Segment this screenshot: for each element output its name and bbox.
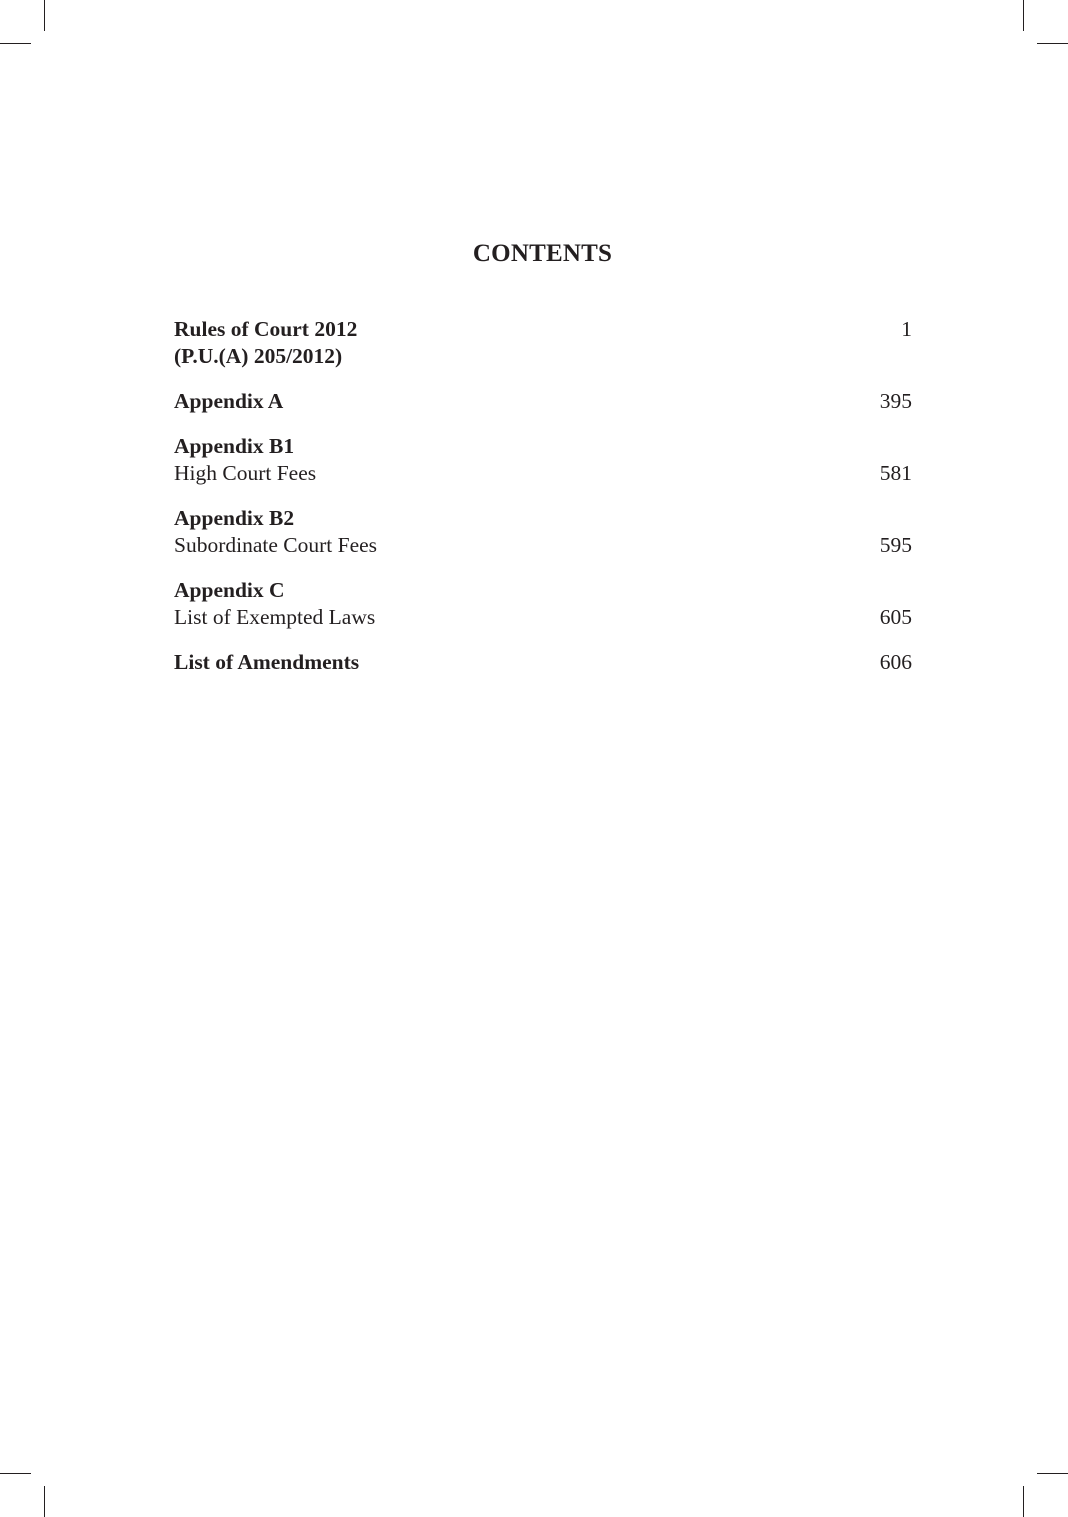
crop-mark [1037,1473,1068,1474]
crop-mark [1037,43,1068,44]
toc-entry [174,388,912,415]
toc-entry-subtitle: Subordinate Court Fees [174,533,378,557]
toc-entry [174,316,912,370]
toc-entry [174,649,912,676]
toc-entry-subheading: (P.U.(A) 205/2012) [174,344,343,368]
page-title: CONTENTS [472,240,613,267]
crop-mark [44,1486,45,1517]
toc-page-number: 595 [879,533,912,557]
toc-entry-heading: Appendix C [174,578,285,602]
toc-page-number: 606 [879,650,912,674]
toc-entry-heading: Rules of Court 2012 [174,317,358,341]
crop-mark [1023,0,1024,31]
toc-page-number: 581 [879,461,912,485]
toc-entry-subtitle: High Court Fees [174,461,317,485]
crop-mark [0,1473,31,1474]
crop-mark [1023,1486,1024,1517]
table-of-contents [174,316,912,676]
toc-entry-heading: List of Amendments [174,650,360,674]
toc-entry-heading: Appendix B1 [174,434,295,458]
toc-page-number: 605 [879,605,912,629]
toc-entry-subtitle: List of Exempted Laws [174,605,376,629]
toc-entry-heading: Appendix B2 [174,506,295,530]
toc-page-number: 1 [901,317,912,341]
crop-mark [44,0,45,31]
toc-entry-heading: Appendix A [174,389,284,413]
toc-entry [174,505,912,559]
toc-entry [174,577,912,631]
toc-page-number: 395 [879,389,912,413]
toc-entry [174,433,912,487]
crop-mark [0,43,31,44]
